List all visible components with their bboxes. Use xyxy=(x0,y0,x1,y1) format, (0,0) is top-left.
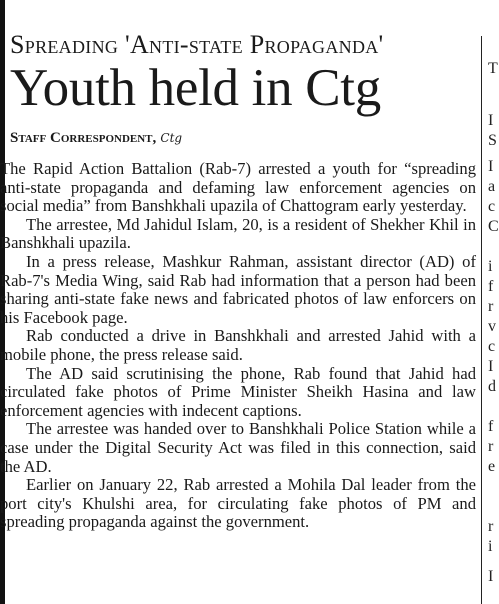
article-paragraph: In a press release, Mashkur Rahman, assistant director (AD) of Rab-7's Media Wing, said Rab had information that a person had been sharing anti-state fake news and fabricated photos of law enforcers on his Facebook page. xyxy=(0,251,476,327)
article-paragraph: Rab conducted a drive in Banshkhali and arrested Jahid with a mobile phone, the press release said. xyxy=(0,326,476,364)
adjacent-letter: I xyxy=(488,568,494,585)
adjacent-letter: C xyxy=(488,218,499,235)
adjacent-letter: i xyxy=(488,258,493,275)
adjacent-letter: e xyxy=(488,458,496,475)
article-body xyxy=(0,160,476,532)
article-kicker: Spreading 'Anti-state Propaganda' xyxy=(10,30,384,59)
adjacent-letter: I xyxy=(488,112,494,129)
adjacent-letter: d xyxy=(488,378,496,395)
byline-location: Ctg xyxy=(160,131,183,145)
article-paragraph: Earlier on January 22, Rab arrested a Mohila Dal leader from the port city's Khulshi area, for circulating fake photos of PM and spreading propaganda against the government. xyxy=(0,475,476,532)
adjacent-column-fragment xyxy=(485,0,499,604)
article-paragraph: The arrestee, Md Jahidul Islam, 20, is a resident of Shekher Khil in Banshkhali upazila. xyxy=(0,214,476,253)
article-paragraph: The arrestee was handed over to Banshkhali Police Station while a case under the Digital Security Act was filed in this connection, said the AD. xyxy=(0,419,476,476)
adjacent-letter: v xyxy=(488,318,496,335)
news-article xyxy=(0,30,476,532)
adjacent-letter: r xyxy=(488,298,494,315)
adjacent-letter: f xyxy=(488,418,494,435)
column-divider xyxy=(481,36,482,604)
article-byline xyxy=(10,130,476,147)
adjacent-letter: i xyxy=(488,538,493,555)
article-paragraph: The AD said scrutinising the phone, Rab found that Jahid had circulated fake photos of Prime Minister Sheikh Hasina and law enforcement agencies with indecent captions. xyxy=(0,363,476,420)
adjacent-letter: f xyxy=(488,278,494,295)
article-paragraph: The Rapid Action Battalion (Rab-7) arrested a youth for “spreading anti-state propaganda and defaming law enforcement agencies on social media” from Banshkhali upazila of Chattogram early yesterday. xyxy=(0,159,476,216)
adjacent-letter: I xyxy=(488,358,494,375)
byline-author: Staff Correspondent, xyxy=(10,130,157,146)
adjacent-letter: a xyxy=(488,178,496,195)
adjacent-letter: T xyxy=(488,60,498,77)
adjacent-letter: r xyxy=(488,438,494,455)
adjacent-letter: c xyxy=(488,338,496,355)
adjacent-letter: S xyxy=(488,132,497,149)
adjacent-letter: c xyxy=(488,198,496,215)
adjacent-letter: r xyxy=(488,518,494,535)
adjacent-letter: I xyxy=(488,158,494,175)
article-headline: Youth held in Ctg xyxy=(10,59,381,117)
